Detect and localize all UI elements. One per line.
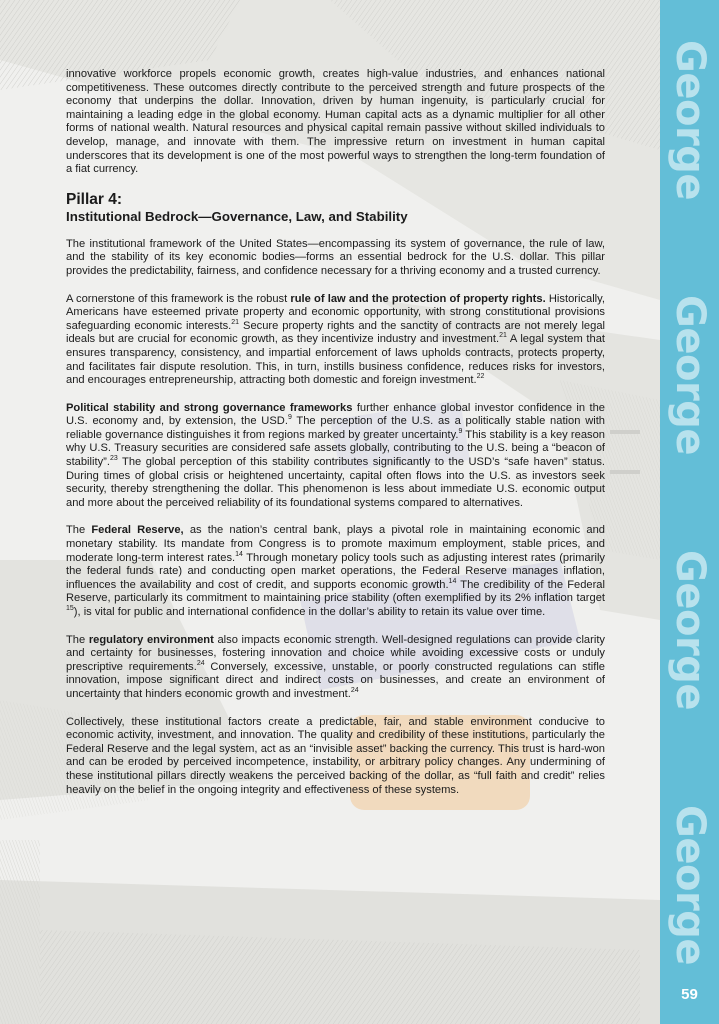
footnote-ref: 15 <box>66 605 74 612</box>
paragraph-conclusion: Collectively, these institutional factors create a predictable, fair, and stable environment conducive to economic activity, investment, and innovation. The quality and credibility of these institutions, particularly the Federal Reserve and the legal system, act as an “invisible asset” backing the currency. This trust is hard-won and can be eroded by perceived incompetence, instability, or arbitrary policy changes. Any undermining of these institutional pillars directly weakens the perceived backing of the dollar, as “full faith and credit” relies heavily on the belief in the ongoing integrity and effectiveness of these systems. <box>66 715 605 796</box>
paragraph-regulatory-environment: The regulatory environment also impacts economic strength. Well-designed regulations can provide clarity and certainty for businesses, fostering innovation and choice while avoiding excessive costs or unduly prescriptive requirements.$^{24}$ Conversely, excessive, unstable, or poorly constructed regulations can stifle innovation, impose significant direct and indirect costs on businesses, and create an environment of uncertainty that hinders economic growth and investment.$^{24}$ <box>66 633 605 700</box>
footnote-ref: 22 <box>476 373 485 381</box>
footnote-ref: 21 <box>231 318 240 326</box>
side-word: George <box>666 295 713 455</box>
intro-paragraph: innovative workforce propels economic growth, creates high-value industries, and enhances national competitiveness. These outcomes directly contribute to the perceived strength and future prospects of the economy that underpins the dollar. Innovation, driven by human ingenuity, is particularly crucial for maintaining a leading edge in the global economy. Human capital acts as a dynamic multiplier for all other forms of national wealth. Natural resources and physical capital remain passive without skilled individuals to develop, manage, and innovate with them. The impressive return on investment in human capital underscores that its development is one of the most powerful ways to strengthen the long-term foundation of a fiat currency. <box>66 68 605 176</box>
footnote-ref: 23 <box>109 455 118 463</box>
paragraph-federal-reserve: The Federal Reserve, as the nation’s central bank, plays a pivotal role in maintaining economic and monetary stability. Its mandate from Congress is to promote maximum employment, stable prices, and moderate long-term interest rates.$^{14}$ Through monetary policy tools such as adjusting interest rates (primarily the federal funds rate) and conducting open market operations, the Federal Reserve manages inflation, influences the availability and cost of credit, and supports economic growth.$^{14}$ The credibility of the Federal Reserve, particularly its commitment to maintaining price stability (often exemplified by its 2% inflation target $^{15}$), is vital for public and international confidence in the dollar’s ability to retain its value over time. <box>66 524 605 618</box>
side-word: George <box>666 550 713 710</box>
paragraph-rule-of-law: A cornerstone of this framework is the robust rule of law and the protection of property rights. Historically, Americans have esteemed private property and economic opportunity, with strong constitutional provisions safeguarding economic interests.$^{21}$ Secure property rights and the sanctity of contracts are not merely legal ideals but are crucial for economic growth, as they incentivize industry and investment.$^{21}$ A legal system that ensures transparency, consistency, and impartial enforcement of laws upholds contracts, protects property, and facilitates fair dispute resolution. This, in turn, instills business confidence, reduces risks for investors, and encourages entrepreneurship, attracting both domestic and foreign investment.$^{22}$ <box>66 292 605 387</box>
side-word: George <box>666 805 713 965</box>
side-word: George <box>666 40 713 200</box>
paragraph-political-stability: Political stability and strong governance frameworks further enhance global investor confidence in the U.S. economy and, by extension, the USD.$^9$ The perception of the U.S. as a politically stable nation with reliable governance distinguishes it from regions marked by greater uncertainty.$^9$ This stability is a key reason why U.S. Treasury securities are considered safe assets globally, contributing to the U.S. being a “beacon of stability”.$^{23}$ The global perception of this stability contributes significantly to the USD’s “safe haven” status. During times of global crisis or heightened uncertainty, capital often flows into the U.S. as investors seek security, thereby strengthening the dollar. This phenomenon is less about immediate U.S. economic output and more about the perceived reliability of its foundational systems compared to alternatives. <box>66 401 606 509</box>
footnote-ref: 24 <box>196 659 205 667</box>
heading-line-1: Pillar 4: <box>66 190 122 208</box>
footnote-ref: 9 <box>458 427 463 435</box>
footnote-ref: 21 <box>499 332 507 340</box>
section-heading <box>66 191 605 225</box>
side-banner <box>660 0 719 1024</box>
footnote-ref: 14 <box>448 577 457 585</box>
article-body <box>66 68 605 811</box>
heading-line-2: Institutional Bedrock—Governance, Law, and Stability <box>66 208 408 224</box>
paragraph-framework: The institutional framework of the United States—encompassing its system of governance, the rule of law, and the stability of its key economic bodies—forms an essential bedrock for the U.S. dollar. This pillar provides the predictability, fairness, and confidence necessary for a thriving economy and a trusted currency. <box>66 237 605 277</box>
page-number: 59 <box>681 986 698 1003</box>
footnote-ref: 9 <box>287 414 292 422</box>
footnote-ref: 24 <box>350 686 359 694</box>
footnote-ref: 14 <box>235 550 243 558</box>
